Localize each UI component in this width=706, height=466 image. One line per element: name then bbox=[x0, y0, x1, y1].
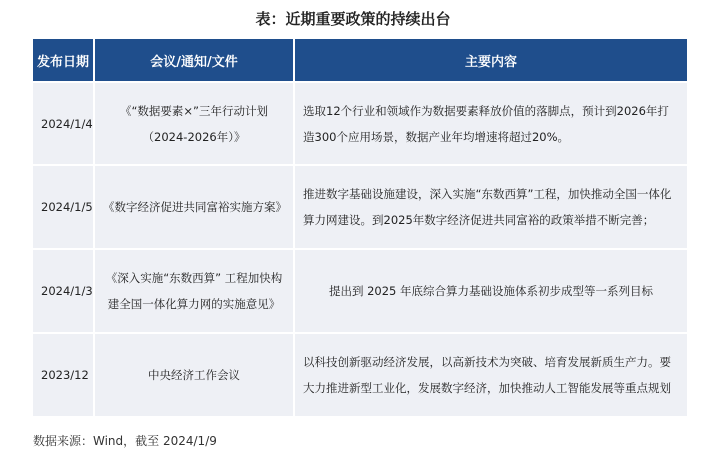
header-date: 发布日期 bbox=[33, 39, 95, 81]
page-title: 表：近期重要政策的持续出台 bbox=[255, 10, 451, 28]
table-row bbox=[33, 164, 687, 248]
table-row bbox=[33, 81, 687, 164]
row-date: 2023/12 bbox=[33, 332, 95, 416]
row-file: 《深入实施“东数西算” 工程加快构建全国一体化算力网的实施意见》 bbox=[95, 248, 295, 332]
header-file: 会议/通知/文件 bbox=[95, 39, 295, 81]
row-date: 2024/1/4 bbox=[33, 81, 95, 164]
row-file: 中央经济工作会议 bbox=[95, 332, 295, 416]
row-content: 推进数字基础设施建设，深入实施“东数西算”工程，加快推动全国一体化算力网建设。到2025年数字经济促进共同富裕的政策举措不断完善； bbox=[295, 164, 687, 248]
table-row bbox=[33, 332, 687, 416]
row-content: 选取12个行业和领域作为数据要素释放价值的落脚点，预计到2026年打造300个应用场景，数据产业年均增速将超过20%。 bbox=[295, 81, 687, 164]
row-content: 提出到 2025 年底综合算力基础设施体系初步成型等一系列目标 bbox=[295, 248, 687, 332]
header-content: 主要内容 bbox=[295, 39, 687, 81]
policy-table bbox=[33, 39, 687, 416]
row-file: 《“数据要素×”三年行动计划（2024-2026年）》 bbox=[95, 81, 295, 164]
table-header-row bbox=[33, 39, 687, 81]
table-row bbox=[33, 248, 687, 332]
row-content: 以科技创新驱动经济发展，以高新技术为突破、培育发展新质生产力。要大力推进新型工业化，发展数字经济，加快推动人工智能发展等重点规划 bbox=[295, 332, 687, 416]
row-date: 2024/1/3 bbox=[33, 248, 95, 332]
row-date: 2024/1/5 bbox=[33, 164, 95, 248]
data-source-note: 数据来源：Wind，截至 2024/1/9 bbox=[33, 434, 217, 448]
row-file: 《数字经济促进共同富裕实施方案》 bbox=[95, 164, 295, 248]
